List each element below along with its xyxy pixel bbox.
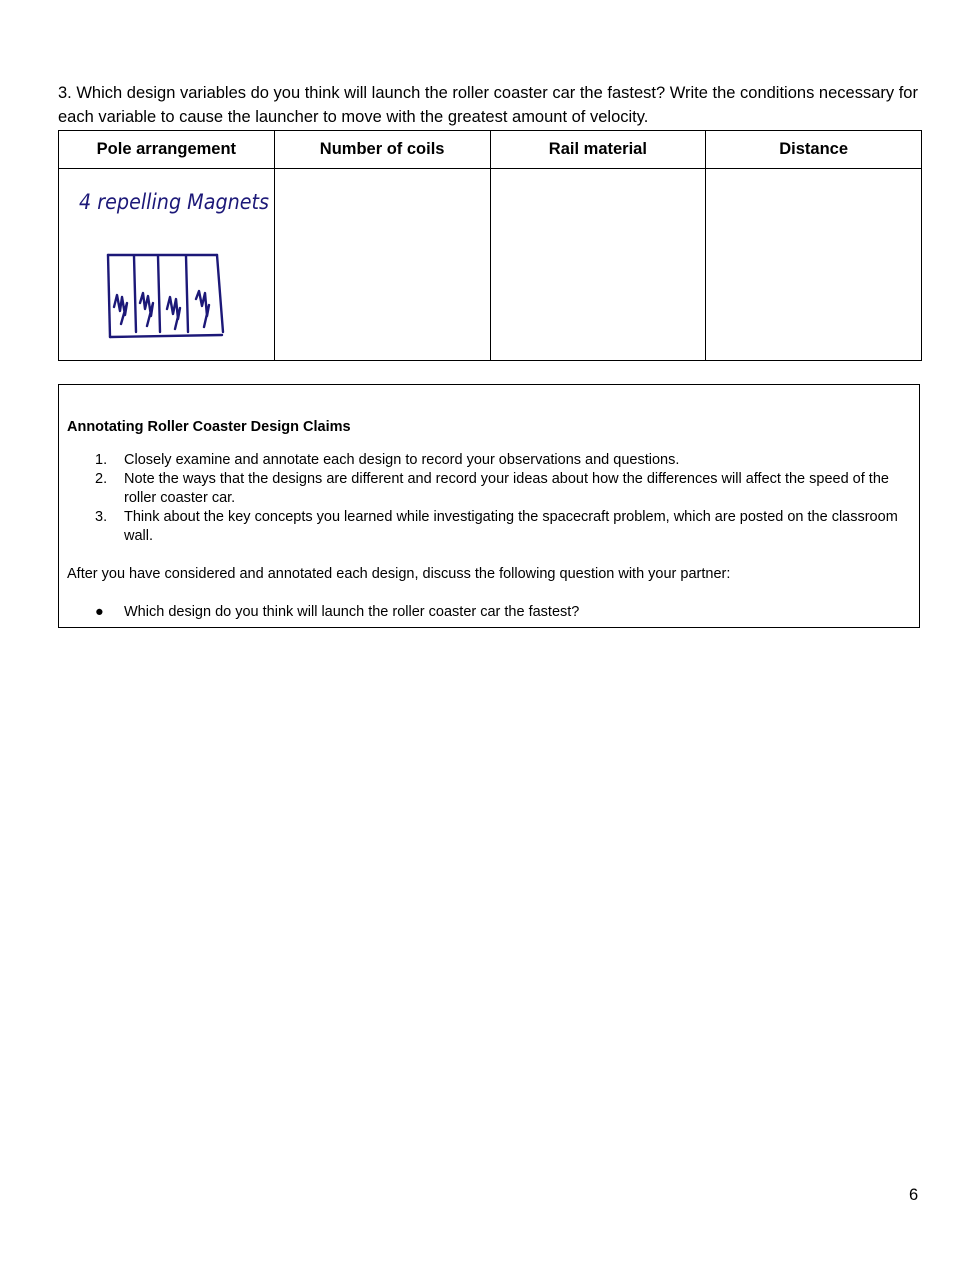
question-prompt: 3. Which design variables do you think will launch the roller coaster car the fastest? Write the conditions necessary for each variable to cause the launcher to move with the greatest amount of velocity. (58, 84, 918, 126)
header-distance: Distance (706, 131, 922, 169)
instructions-title: Annotating Roller Coaster Design Claims (67, 419, 351, 435)
header-number-of-coils: Number of coils (274, 131, 490, 169)
instructions-steps (59, 451, 909, 546)
list-item (59, 603, 579, 622)
step-text: Think about the key concepts you learned while investigating the spacecraft problem, which are posted on the classroom wall. (124, 509, 898, 544)
handwritten-sketch (59, 169, 274, 360)
table-row (59, 169, 922, 361)
step-number: 3. (95, 509, 108, 525)
bullet-marker: ● (95, 604, 104, 620)
handwritten-answer: 4 repelling Magnets (79, 190, 270, 214)
step-number: 1. (95, 452, 108, 468)
list-item (59, 470, 909, 508)
step-text: Note the ways that the designs are different and record your ideas about how the differences will affect the speed of the roller coaster car. (124, 471, 889, 506)
header-pole-arrangement: Pole arrangement (59, 131, 275, 169)
discussion-prompt: After you have considered and annotated each design, discuss the following question with your partner: (67, 566, 731, 582)
cell-distance[interactable] (706, 169, 922, 361)
page-number: 6 (909, 1186, 919, 1204)
table-header-row (59, 131, 922, 169)
design-variables-table (58, 130, 922, 361)
bullet-text: Which design do you think will launch the roller coaster car the fastest? (124, 604, 580, 620)
list-item (59, 508, 909, 546)
cell-pole-arrangement[interactable] (59, 169, 275, 361)
cell-rail-material[interactable] (490, 169, 706, 361)
list-item (59, 451, 909, 470)
cell-number-of-coils[interactable] (274, 169, 490, 361)
header-rail-material: Rail material (490, 131, 706, 169)
instructions-box (58, 384, 920, 628)
step-number: 2. (95, 471, 108, 487)
discussion-bullets (59, 603, 579, 622)
step-text: Closely examine and annotate each design to record your observations and questions. (124, 452, 680, 468)
